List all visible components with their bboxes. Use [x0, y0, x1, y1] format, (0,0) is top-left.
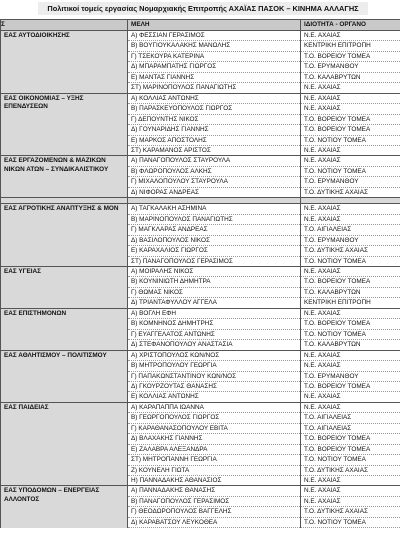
member-role: Ν.Ε. ΑΧΑΙΑΣ — [301, 350, 400, 360]
sector-name: ΕΑΣ ΟΙΚΟΝΟΜΙΑΣ – ΥΞΗΣ ΕΠΕΝΔΥΣΕΩΝ — [1, 93, 128, 156]
table-header-row — [1, 20, 400, 31]
member-name: Γ) ΕΥΑΓΓΕΛΑΤΟΣ ΑΝΤΩΝΗΣ — [128, 329, 301, 339]
member-name: ΣΤ) ΠΑΝΑΓΟΠΟΥΛΟΣ ΓΕΡΑΣΙΜΟΣ — [128, 256, 301, 266]
sector-name: ΕΑΣ ΑΘΛΗΤΙΣΜΟΥ – ΠΟΛΙΤΙΣΜΟΥ — [1, 350, 128, 402]
table-row — [1, 308, 400, 318]
header-sector: Σ — [1, 20, 128, 31]
member-role: Τ.Ο. ΔΥΤΙΚΗΣ ΑΧΑΙΑΣ — [301, 187, 400, 197]
member-name: Δ) ΝΙΦΟΡΑΣ ΑΝΔΡΕΑΣ — [128, 187, 301, 197]
member-name: Δ) ΤΡΙΑΝΤΑΦΥΛΛΟΥ ΑΓΓΕΛΑ — [128, 298, 301, 308]
member-role: Τ.Ο. ΒΟΡΕΙΟΥ ΤΟΜΕΑ — [301, 434, 400, 444]
member-role: Τ.Ο. ΑΙΓΙΑΛΕΙΑΣ — [301, 423, 400, 433]
table-row — [1, 350, 400, 360]
member-role: Τ.Ο. ΒΟΡΕΙΟΥ ΤΟΜΕΑ — [301, 125, 400, 135]
member-role: Τ.Ο. ΚΑΛΑΒΡΥΤΩΝ — [301, 72, 400, 82]
member-role: Ν.Ε. ΑΧΑΙΑΣ — [301, 496, 400, 506]
member-role: Τ.Ο. ΑΙΓΙΑΛΕΙΑΣ — [301, 225, 400, 235]
member-role: Τ.Ο. ΒΟΡΕΙΟΥ ΤΟΜΕΑ — [301, 277, 400, 287]
member-name: Β) ΚΟΥΝΙΝΙΩΤΗ ΔΗΜΗΤΡΑ — [128, 277, 301, 287]
member-role: Τ.Ο. ΚΑΛΑΒΡΥΤΩΝ — [301, 340, 400, 350]
member-name: Α) ΤΑΓΚΑΛΑΚΗ ΑΣΗΜΙΝΑ — [128, 204, 301, 214]
member-role: Τ.Ο. ΝΟΤΙΟΥ ΤΟΜΕΑ — [301, 166, 400, 176]
member-name: ΣΤ) ΜΑΡΙΝΟΠΟΥΛΟΣ ΠΑΝΑΓΙΩΤΗΣ — [128, 83, 301, 93]
member-name: Δ) ΓΚΟΥΡΖΟΥΤΑΣ ΘΑΝΑΣΗΣ — [128, 381, 301, 391]
member-role: Τ.Ο. ΝΟΤΙΟΥ ΤΟΜΕΑ — [301, 135, 400, 145]
member-name: Β) ΒΟΥΓΙΟΥΚΑΛΑΚΗΣ ΜΑΝΩΛΗΣ — [128, 41, 301, 51]
member-role: Τ.Ο. ΔΥΤΙΚΗΣ ΑΧΑΙΑΣ — [301, 465, 400, 475]
member-name: Ε) ΜΑΝΤΑΣ ΓΙΑΝΝΗΣ — [128, 72, 301, 82]
member-name: Γ) ΚΑΡΑΘΑΝΑΣΟΠΟΥΛΟΥ ΕΒΙΤΑ — [128, 423, 301, 433]
member-role: Ν.Ε. ΑΧΑΙΑΣ — [301, 104, 400, 114]
member-role: Ν.Ε. ΑΧΑΙΑΣ — [301, 31, 400, 41]
member-name: Δ) ΒΑΣΙΛΟΠΟΥΛΟΣ ΝΙΚΟΣ — [128, 235, 301, 245]
member-role: Τ.Ο. ΝΟΤΙΟΥ ΤΟΜΕΑ — [301, 329, 400, 339]
table-row — [1, 93, 400, 103]
member-name: Η) ΠΑΝΝΑΔΑΚΗΣ ΑΘΑΝΑΣΙΟΣ — [128, 476, 301, 486]
table-row — [1, 402, 400, 412]
member-name: ΣΤ) ΜΗΤΡΟΠΑΝΝΗ ΓΕΩΡΓΙΑ — [128, 455, 301, 465]
member-name: Α) ΒΟΓΛΗ ΕΦΗ — [128, 308, 301, 318]
table-row — [1, 156, 400, 166]
member-name: Γ) ΤΣΕΚΟΥΡΑ ΚΑΤΕΡΙΝΑ — [128, 51, 301, 61]
member-name: Α) ΧΡΙΣΤΟΠΟΥΛΟΣ ΚΩΝ/ΝΟΣ — [128, 350, 301, 360]
member-name: Β) ΦΛΩΡΟΠΟΥΛΟΣ ΑΛΚΗΣ — [128, 166, 301, 176]
sector-name: ΕΑΣ ΕΡΓΑΖΟΜΕΝΩΝ & ΜΑΖΙΚΩΝ ΝΙΚΩΝ ΑΤΩΝ – ΣΥΝΔΙΚΑΛΙΣΤΙΚΟΥ — [1, 156, 128, 198]
member-role: Τ.Ο. ΝΟΤΙΟΥ ΤΟΜΕΑ — [301, 517, 400, 527]
member-name: Γ) ΜΑΓΚΛΑΡΑΣ ΑΝΔΡΕΑΣ — [128, 225, 301, 235]
member-role: Ν.Ε. ΑΧΑΙΑΣ — [301, 392, 400, 402]
member-role: Τ.Ο. ΔΥΤΙΚΗΣ ΑΧΑΙΑΣ — [301, 246, 400, 256]
member-role: Ν.Ε. ΑΧΑΙΑΣ — [301, 476, 400, 486]
table-row — [1, 31, 400, 41]
member-name: Α) ΠΑΝΝΑΔΑΚΗΣ ΘΑΝΑΣΗΣ — [128, 486, 301, 496]
table-row — [1, 486, 400, 496]
member-name: Γ) ΘΩΜΑΣ ΝΙΚΟΣ — [128, 287, 301, 297]
sector-name: ΕΑΣ ΥΓΕΙΑΣ — [1, 266, 128, 308]
member-name: Β) ΠΑΡΑΣΚΕΥΟΠΟΥΛΟΣ ΓΙΩΡΓΟΣ — [128, 104, 301, 114]
member-role: Τ.Ο. ΒΟΡΕΙΟΥ ΤΟΜΕΑ — [301, 319, 400, 329]
member-name: Α) ΜΟΙΡΑΛΗΣ ΝΙΚΟΣ — [128, 266, 301, 276]
member-name: Β) ΜΗΤΡΟΠΟΥΛΟΥ ΓΕΩΡΓΙΑ — [128, 361, 301, 371]
member-role: ΚΕΝΤΡΙΚΗ ΕΠΙΤΡΟΠΗ — [301, 298, 400, 308]
sector-name: ΕΑΣ ΥΠΟΔΟΜΩΝ – ΕΝΕΡΓΕΙΑΣ ΑΛΛΟΝΤΟΣ — [1, 486, 128, 528]
member-name: Δ) ΓΟΥΝΑΡΙΔΗΣ ΓΙΑΝΝΗΣ — [128, 125, 301, 135]
member-role: Τ.Ο. ΝΟΤΙΟΥ ΤΟΜΕΑ — [301, 455, 400, 465]
member-name: Γ) ΜΙΧΑΛΟΠΟΥΛΟΥ ΣΤΑΥΡΟΥΛΑ — [128, 177, 301, 187]
sector-name: ΕΑΣ ΑΓΡΟΤΙΚΗΣ ΑΝΑΠΤΥΞΗΣ & ΜΟΝ — [1, 204, 128, 267]
member-role: Ν.Ε. ΑΧΑΙΑΣ — [301, 266, 400, 276]
member-name: Α) ΠΑΝΑΓΟΠΟΥΛΟΣ ΣΤΑΥΡΟΥΛΑ — [128, 156, 301, 166]
member-role: Τ.Ο. ΕΡΥΜΑΝΘΟΥ — [301, 235, 400, 245]
member-role: Ν.Ε. ΑΧΑΙΑΣ — [301, 156, 400, 166]
member-role: Ν.Ε. ΑΧΑΙΑΣ — [301, 308, 400, 318]
member-role: Τ.Ο. ΔΥΤΙΚΗΣ ΑΧΑΙΑΣ — [301, 507, 400, 517]
member-role: Τ.Ο. ΕΡΥΜΑΝΘΟΥ — [301, 62, 400, 72]
member-name: Ε) ΚΟΛΛΙΑΣ ΑΝΤΩΝΗΣ — [128, 392, 301, 402]
member-role: ΚΕΝΤΡΙΚΗ ΕΠΙΤΡΟΠΗ — [301, 41, 400, 51]
member-role: Ν.Ε. ΑΧΑΙΑΣ — [301, 402, 400, 412]
member-role: Τ.Ο. ΒΟΡΕΙΟΥ ΤΟΜΕΑ — [301, 444, 400, 454]
member-name: Δ) ΣΤΕΦΑΝΟΠΟΥΛΟΥ ΑΝΑΣΤΑΣΙΑ — [128, 340, 301, 350]
member-name: Γ) ΔΕΠΟΥΝΤΗΣ ΝΙΚΟΣ — [128, 114, 301, 124]
member-name: Β) ΜΑΡΙΝΟΠΟΥΛΟΣ ΠΑΝΑΓΙΩΤΗΣ — [128, 214, 301, 224]
member-name: Α) ΚΑΡΑΠΑΠΠΑ ΙΩΑΝΝΑ — [128, 402, 301, 412]
member-name: Α) ΦΕΣΣΙΑΝ ΓΕΡΑΣΙΜΟΣ — [128, 31, 301, 41]
member-name: ΣΤ) ΚΑΡΑΜΑΝΟΣ ΑΡΙΣΤΟΣ — [128, 145, 301, 155]
sector-name: ΕΑΣ ΕΠΙΣΤΗΜΟΝΩΝ — [1, 308, 128, 350]
member-name: Β) ΠΑΝΑΓΟΠΟΥΛΟΣ ΓΕΡΑΣΙΜΟΣ — [128, 496, 301, 506]
member-role: Τ.Ο. ΒΟΡΕΙΟΥ ΤΟΜΕΑ — [301, 114, 400, 124]
member-name: Δ) ΒΛΑΧΑΚΗΣ ΓΙΑΝΝΗΣ — [128, 434, 301, 444]
member-role: Τ.Ο. ΒΟΡΕΙΟΥ ΤΟΜΕΑ — [301, 381, 400, 391]
member-role: Ν.Ε. ΑΧΑΙΑΣ — [301, 361, 400, 371]
member-role: Τ.Ο. ΕΡΥΜΑΝΘΟΥ — [301, 371, 400, 381]
sector-name: ΕΑΣ ΑΥΤΟΔΙΟΙΚΗΣΗΣ — [1, 31, 128, 94]
member-role: Ν.Ε. ΑΧΑΙΑΣ — [301, 214, 400, 224]
member-role: Ν.Ε. ΑΧΑΙΑΣ — [301, 93, 400, 103]
member-role: Ν.Ε. ΑΧΑΙΑΣ — [301, 204, 400, 214]
member-name: Γ) ΘΕΟΔΩΡΟΠΟΥΛΟΣ ΒΑΓΓΕΛΗΣ — [128, 507, 301, 517]
member-role: Τ.Ο. ΕΡΥΜΑΝΘΟΥ — [301, 177, 400, 187]
member-role: Ν.Ε. ΑΧΑΙΑΣ — [301, 83, 400, 93]
member-name: Ε) ΚΑΡΑΧΑΛΙΟΣ ΓΙΩΡΓΟΣ — [128, 246, 301, 256]
sectors-table — [0, 19, 400, 528]
member-name: Δ) ΚΑΡΑΒΑΤΣΟΥ ΛΕΥΚΟΘΕΑ — [128, 517, 301, 527]
member-role: Τ.Ο. ΑΙΓΙΑΛΕΙΑΣ — [301, 413, 400, 423]
header-role: ΙΔΙΟΤΗΤΑ - ΟΡΓΑΝΟ — [301, 20, 400, 31]
member-name: Α) ΚΟΛΛΙΑΣ ΑΝΤΩΝΗΣ — [128, 93, 301, 103]
member-name: Ε) ΖΑΛΑΒΡΑ ΑΛΕΞΑΝΔΡΑ — [128, 444, 301, 454]
member-role: Ν.Ε. ΑΧΑΙΑΣ — [301, 145, 400, 155]
member-role: Τ.Ο. ΝΟΤΙΟΥ ΤΟΜΕΑ — [301, 256, 400, 266]
member-name: Ε) ΜΑΡΚΟΣ ΑΠΟΣΤΟΛΗΣ — [128, 135, 301, 145]
member-role: Ν.Ε. ΑΧΑΙΑΣ — [301, 486, 400, 496]
document-title: Πολιτικοί τομείς εργασίας Νομαρχιακής Επιτροπής ΑΧΑΪΑΣ ΠΑΣΟΚ – ΚΙΝΗΜΑ ΑΛΛΑΓΗΣ — [38, 2, 368, 15]
table-row — [1, 204, 400, 214]
member-name: Ζ) ΚΟΥΝΕΛΗ ΓΙΩΤΑ — [128, 465, 301, 475]
member-name: Δ) ΜΠΑΡΑΜΠΑΤΗΣ ΓΙΩΡΓΟΣ — [128, 62, 301, 72]
member-name: Β) ΓΕΩΡΓΟΠΟΥΛΟΣ ΓΙΩΡΓΟΣ — [128, 413, 301, 423]
member-name: Γ) ΠΑΠΑΚΩΝΣΤΑΝΤΙΝΟΥ ΚΩΝ/ΝΟΣ — [128, 371, 301, 381]
member-name: Β) ΚΟΜΝΗΝΟΣ ΔΗΜΗΤΡΗΣ — [128, 319, 301, 329]
member-role: Τ.Ο. ΒΟΡΕΙΟΥ ΤΟΜΕΑ — [301, 51, 400, 61]
member-role: Τ.Ο. ΚΑΛΑΒΡΥΤΩΝ — [301, 287, 400, 297]
header-members: ΜΕΛΗ — [128, 20, 301, 31]
sector-name: ΕΑΣ ΠΑΙΔΕΙΑΣ — [1, 402, 128, 486]
table-row — [1, 266, 400, 276]
